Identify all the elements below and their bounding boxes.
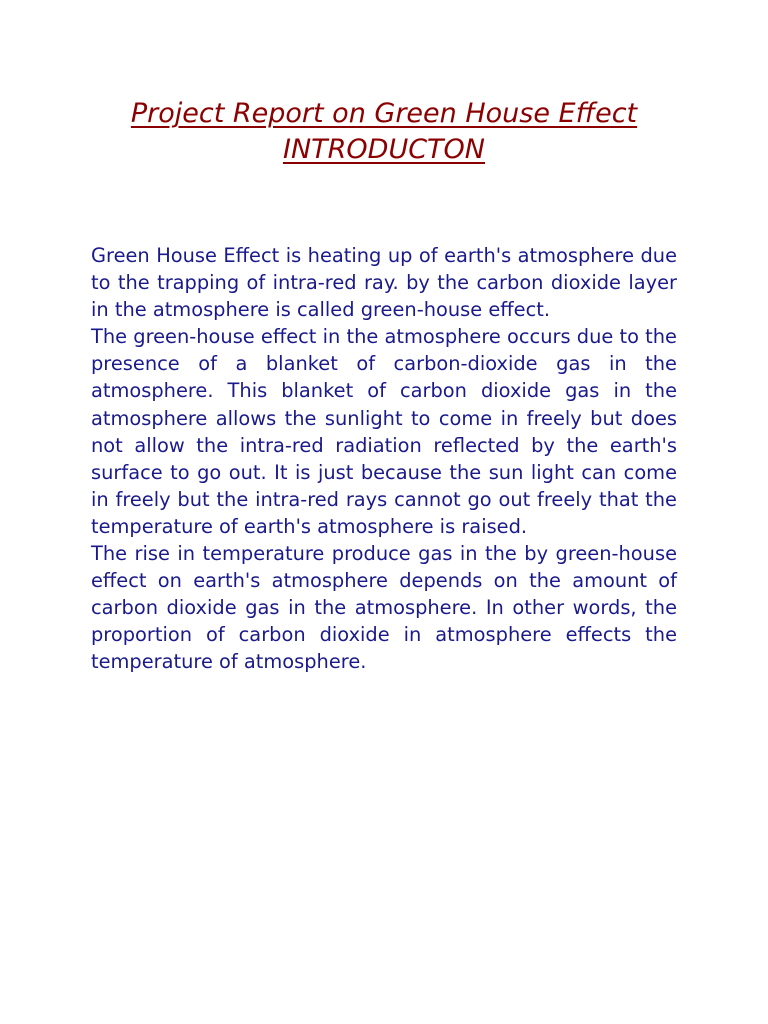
paragraph-3: The rise in temperature produce gas in the by green-house effect on earth's atmosphere depends on the amount of carbon dioxide gas in the atmosphere. In other words, the proportion of carbon dioxide in atmosphere effects the temperature of atmosphere. <box>91 542 677 674</box>
body-text <box>91 242 677 676</box>
document-title: Project Report on Green House Effect <box>130 98 638 129</box>
document-subtitle: INTRODUCTON <box>282 134 485 165</box>
title-block <box>0 96 768 168</box>
paragraph-2: The green-house effect in the atmosphere occurs due to the presence of a blanket of carbon-dioxide gas in the atmosphere. This blanket of carbon dioxide gas in the atmosphere allows the sunlight to come in freely but does not allow the intra-red radiation reflected by the earth's surface to go out. It is just because the sun light can come in freely but the intra-red rays cannot go out freely that the temperature of earth's atmosphere is raised. <box>91 325 677 538</box>
paragraph-1: Green House Effect is heating up of earth's atmosphere due to the trapping of intra-red ray. by the carbon dioxide layer in the atmosphere is called green-house effect. <box>91 244 677 322</box>
